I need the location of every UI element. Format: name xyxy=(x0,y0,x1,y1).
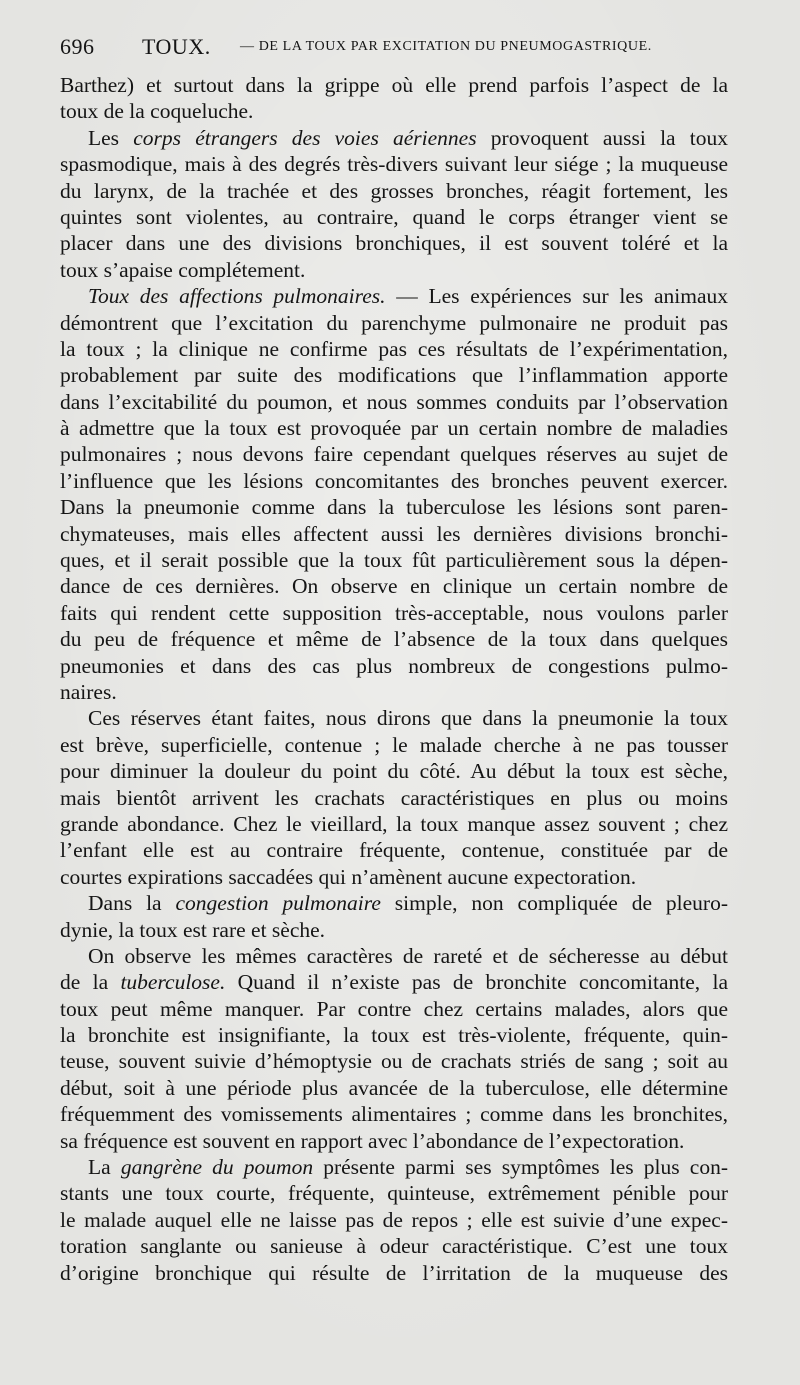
text-line xyxy=(60,837,728,863)
text-segment: Dans la pneumonie comme dans la tuberculose les lésions sont paren- xyxy=(60,495,728,520)
text-line xyxy=(60,494,728,520)
text-segment: Quand il n’existe pas de bronchite concomitante, la xyxy=(225,970,728,995)
text-segment: teuse, souvent suivie d’hémoptysie ou de crachats striés de sang ; soit au xyxy=(60,1049,728,1074)
text-segment: faits qui rendent cette supposition très-acceptable, nous voulons parler xyxy=(60,600,728,625)
text-line xyxy=(60,72,728,98)
text-line xyxy=(60,1154,728,1180)
italic-text-segment: congestion pulmonaire xyxy=(175,891,381,916)
text-segment: est brève, superficielle, contenue ; le malade cherche à ne pas tousser xyxy=(60,732,728,757)
running-header xyxy=(60,34,730,62)
text-segment: toration sanglante ou sanieuse à odeur caractéristique. C’est une toux xyxy=(60,1234,728,1259)
text-line xyxy=(60,917,728,943)
text-line xyxy=(60,705,728,731)
text-segment: quintes sont violentes, au contraire, quand le corps étranger vient se xyxy=(60,204,728,229)
text-segment: le malade auquel elle ne laisse pas de repos ; elle est suivie d’une expec- xyxy=(60,1207,728,1232)
text-line xyxy=(60,969,728,995)
page-number: 696 xyxy=(60,34,95,59)
text-segment: Barthez) et surtout dans la grippe où elle prend parfois l’aspect de la xyxy=(60,73,728,97)
text-line xyxy=(60,1233,728,1259)
text-segment: du peu de fréquence et même de l’absence de la toux dans quelques xyxy=(60,627,728,652)
text-line xyxy=(60,521,728,547)
text-segment: courtes expirations saccadées qui n’amènent aucune expectoration. xyxy=(60,864,637,889)
text-line xyxy=(60,1101,728,1127)
text-segment: la bronchite est insignifiante, la toux est très-violente, fréquente, quin- xyxy=(60,1023,728,1048)
text-line xyxy=(60,389,728,415)
text-line xyxy=(60,310,728,336)
running-title: TOUX. xyxy=(142,34,211,59)
text-line xyxy=(60,864,728,890)
text-line xyxy=(60,415,728,441)
text-segment: On observe les mêmes caractères de rareté et de sécheresse au début xyxy=(88,943,728,968)
text-segment: toux peut même manquer. Par contre chez certains malades, alors que xyxy=(60,996,728,1021)
text-segment: toux s’apaise complétement. xyxy=(60,257,306,282)
text-line xyxy=(60,257,728,283)
text-line xyxy=(60,204,728,230)
text-segment: dans l’excitabilité du poumon, et nous sommes conduits par l’observation xyxy=(60,389,728,414)
text-line xyxy=(60,890,728,916)
text-segment: pour diminuer la douleur du point du côté. Au début la toux est sèche, xyxy=(60,759,728,784)
text-line xyxy=(60,441,728,467)
text-segment: Dans la xyxy=(88,891,176,916)
italic-text-segment: corps étrangers des voies aériennes xyxy=(133,125,477,150)
text-segment: démontrent que l’excitation du parenchyme pulmonaire ne produit pas xyxy=(60,310,728,335)
text-segment: placer dans une des divisions bronchiques, il est souvent toléré et la xyxy=(60,231,728,256)
text-segment: dynie, la toux est rare et sèche. xyxy=(60,917,326,942)
text-segment: naires. xyxy=(60,679,117,704)
text-segment: toux de la coqueluche. xyxy=(60,99,254,124)
text-segment: — Les expériences sur les animaux xyxy=(385,284,728,309)
text-segment: provoquent aussi la toux xyxy=(476,125,728,150)
text-segment: à admettre que la toux est provoquée par un certain nombre de maladies xyxy=(60,416,728,441)
text-line xyxy=(60,151,728,177)
text-line xyxy=(60,178,728,204)
text-segment: du larynx, de la trachée et des grosses bronches, réagit fortement, les xyxy=(60,178,728,203)
text-segment: spasmodique, mais à des degrés très-divers suivant leur siége ; la muqueuse xyxy=(60,152,728,177)
text-line xyxy=(60,679,728,705)
text-line xyxy=(60,1180,728,1206)
text-line xyxy=(60,362,728,388)
text-segment: pulmonaires ; nous devons faire cependant quelques réserves au sujet de xyxy=(60,442,728,467)
text-line xyxy=(60,468,728,494)
text-segment: stants une toux courte, fréquente, quinteuse, extrêmement pénible pour xyxy=(60,1181,728,1206)
italic-text-segment: tuberculose. xyxy=(120,970,226,995)
text-segment: de la xyxy=(60,970,121,995)
text-segment: ques, et il serait possible que la toux fût particulièrement sous la dépen- xyxy=(60,548,728,573)
text-line xyxy=(60,1022,728,1048)
text-line xyxy=(60,336,728,362)
text-line xyxy=(60,547,728,573)
text-line xyxy=(60,785,728,811)
text-segment: mais bientôt arrivent les crachats caractéristiques en plus ou moins xyxy=(60,785,728,810)
text-line xyxy=(60,758,728,784)
text-line xyxy=(60,943,728,969)
text-segment: l’enfant elle est au contraire fréquente, contenue, constituée par de xyxy=(60,838,728,863)
text-segment: pneumonies et dans des cas plus nombreux de congestions pulmo- xyxy=(60,653,728,678)
text-line xyxy=(60,626,728,652)
text-line xyxy=(60,653,728,679)
text-line xyxy=(60,1260,728,1286)
text-line xyxy=(60,125,728,151)
text-segment: Ces réserves étant faites, nous dirons que dans la pneumonie la toux xyxy=(88,706,728,731)
text-line xyxy=(60,1207,728,1233)
text-segment: d’origine bronchique qui résulte de l’irritation de la muqueuse des xyxy=(60,1260,728,1285)
text-line xyxy=(60,283,728,309)
text-line xyxy=(60,98,728,124)
text-segment: sa fréquence est souvent en rapport avec l’abondance de l’expectoration. xyxy=(60,1128,685,1153)
text-line xyxy=(60,732,728,758)
text-segment: dance de ces dernières. On observe en clinique un certain nombre de xyxy=(60,574,728,599)
italic-text-segment: gangrène du poumon xyxy=(120,1155,314,1180)
text-line xyxy=(60,1048,728,1074)
text-line xyxy=(60,1075,728,1101)
text-segment: présente parmi ses symptômes les plus con- xyxy=(313,1155,728,1180)
text-line xyxy=(60,811,728,837)
text-line xyxy=(60,573,728,599)
text-segment: Les xyxy=(88,125,134,150)
text-segment: fréquemment des vomissements alimentaires ; comme dans les bronchites, xyxy=(60,1102,728,1127)
text-segment: probablement par suite des modifications que l’inflammation apporte xyxy=(60,363,728,388)
text-segment: la toux ; la clinique ne confirme pas ces résultats de l’expérimentation, xyxy=(60,336,728,361)
text-line xyxy=(60,1128,728,1154)
body-text xyxy=(60,72,728,1286)
text-line xyxy=(60,996,728,1022)
text-segment: chymateuses, mais elles affectent aussi les dernières divisions bronchi- xyxy=(60,521,728,546)
text-segment: début, soit à une période plus avancée de la tuberculose, elle détermine xyxy=(60,1075,728,1100)
text-line xyxy=(60,600,728,626)
text-line xyxy=(60,230,728,256)
running-subtitle: — DE LA TOUX PAR EXCITATION DU PNEUMOGASTRIQUE. xyxy=(240,39,652,54)
text-segment: simple, non compliquée de pleuro- xyxy=(380,891,728,916)
text-segment: l’influence que les lésions concomitantes des bronches peuvent exercer. xyxy=(60,468,728,493)
text-segment: La xyxy=(88,1155,121,1180)
italic-text-segment: Toux des affections pulmonaires. xyxy=(88,284,386,309)
text-segment: grande abondance. Chez le vieillard, la toux manque assez souvent ; chez xyxy=(60,811,728,836)
